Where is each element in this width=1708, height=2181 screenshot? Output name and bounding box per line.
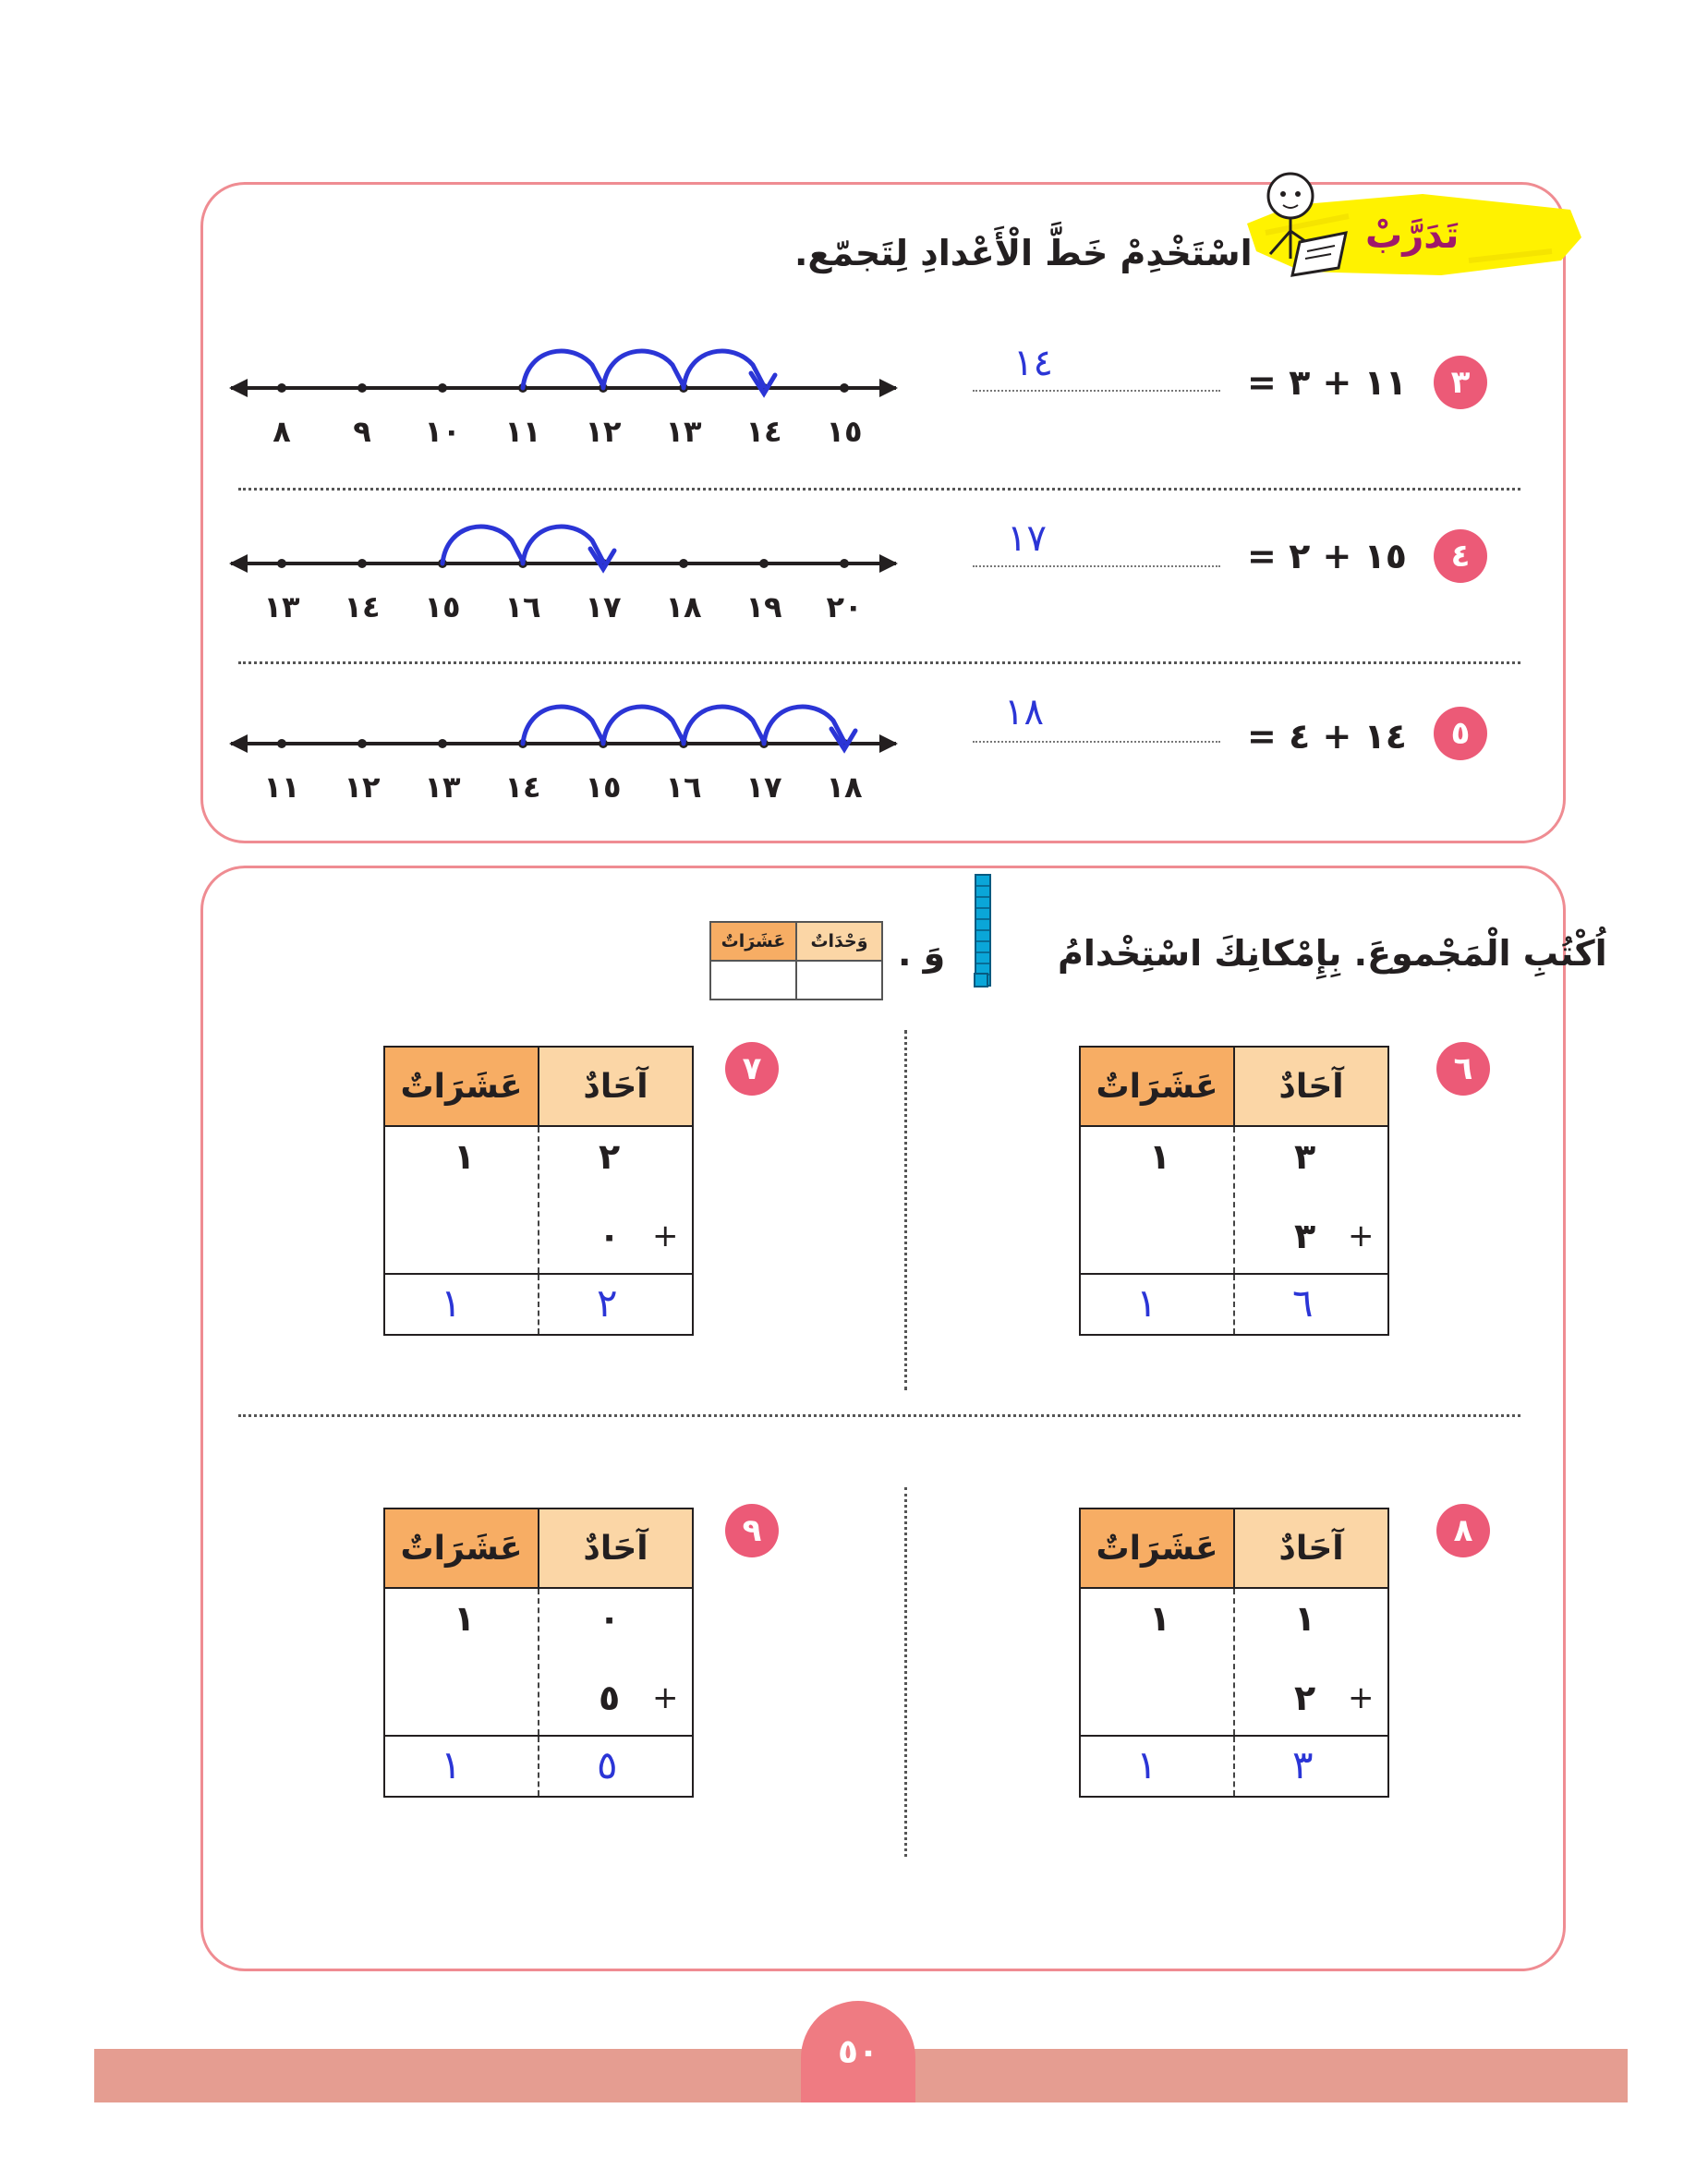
answer-ones-digit: ٢ [597, 1280, 618, 1326]
ones-header: آحَادٌ [1235, 1048, 1387, 1125]
exercise-number: ٩ [725, 1504, 779, 1557]
left-arrow-icon [229, 379, 248, 397]
answer-line [973, 565, 1220, 567]
place-value-table [1079, 1046, 1389, 1336]
dotted-divider [238, 661, 1520, 664]
tick-dot [438, 383, 447, 393]
tick-label: ٨ [273, 414, 291, 449]
tick-label: ١١ [263, 769, 300, 805]
answer-ones-digit: ٣ [1292, 1742, 1314, 1787]
tick-dot [277, 559, 286, 568]
exercise-number: ٨ [1436, 1504, 1490, 1557]
ones-header: آحَادٌ [539, 1048, 692, 1125]
left-arrow-icon [229, 734, 248, 753]
tick-label: ١٥ [826, 414, 863, 449]
exercise-number: ٣ [1434, 356, 1487, 409]
tick-label: ١٥ [424, 589, 461, 624]
jump-arc [603, 351, 684, 388]
place-value-table [383, 1046, 694, 1336]
tick-label: ١٦ [504, 589, 541, 624]
tens-digit: ١ [1149, 1136, 1171, 1177]
number-line [222, 314, 915, 462]
tick-label: ١٧ [585, 589, 622, 624]
handwritten-answer: ١٤ [1013, 342, 1053, 384]
left-arrow-icon [229, 554, 248, 573]
small-tens-header: عَشَرَاتٌ [711, 923, 797, 960]
tick-dot [759, 559, 769, 568]
plus-sign: + [652, 1218, 679, 1254]
tens-header: عَشَرَاتٌ [385, 1048, 539, 1125]
addend-ones-digit: ٣ [1294, 1216, 1316, 1256]
exercise-number: ٤ [1434, 529, 1487, 583]
small-ones-cell [797, 962, 881, 999]
number-line [222, 490, 915, 637]
tick-label: ١٤ [344, 589, 381, 624]
equation: ١٥ + ٢ = [1247, 536, 1407, 576]
answer-ones-digit: ٦ [1292, 1280, 1314, 1326]
addend-ones-digit: ٠ [599, 1216, 621, 1256]
tick-dot [840, 559, 849, 568]
right-arrow-icon [879, 734, 898, 753]
equation: ١٤ + ٤ = [1247, 716, 1407, 757]
unit-cube-icon [973, 972, 989, 988]
tick-dot [277, 383, 286, 393]
handwritten-answer: ١٧ [1007, 517, 1047, 560]
plus-sign: + [652, 1679, 679, 1716]
tick-label: ١٤ [745, 414, 782, 449]
tick-label: ١٣ [263, 589, 300, 624]
ones-digit: ٠ [599, 1598, 621, 1639]
answer-tens-digit: ١ [1136, 1280, 1157, 1326]
jump-arc [684, 351, 764, 388]
tick-dot [357, 559, 367, 568]
small-place-value-table [709, 921, 883, 1000]
number-line [222, 670, 915, 818]
answer-tens-digit: ١ [441, 1742, 462, 1787]
small-ones-header: وَحْدَاتٌ [797, 923, 881, 960]
answer-line [973, 741, 1220, 743]
tens-header: عَشَرَاتٌ [1081, 1509, 1235, 1587]
tick-label: ١٧ [745, 769, 782, 805]
ones-digit: ١ [1294, 1598, 1316, 1639]
tick-label: ١٥ [585, 769, 622, 805]
answer-tens-digit: ١ [1136, 1742, 1157, 1787]
jump-arc [442, 527, 523, 563]
practice-label: تَدَرَّبْ [1365, 214, 1460, 257]
tens-digit: ١ [454, 1136, 476, 1177]
tick-dot [357, 383, 367, 393]
tick-dot [438, 739, 447, 748]
numberline-instruction: اسْتَخْدِمْ خَطَّ الْأَعْدادِ لِتَجمّع. [794, 233, 1253, 273]
dotted-divider [238, 1414, 1520, 1417]
tick-label: ١٩ [745, 589, 782, 624]
small-tens-cell [711, 962, 797, 999]
exercise-number: ٦ [1436, 1042, 1490, 1096]
tens-digit: ١ [454, 1598, 476, 1639]
answer-ones-digit: ٥ [597, 1742, 618, 1787]
tick-label: ١١ [504, 414, 541, 449]
tick-dot [357, 739, 367, 748]
tick-label: ١٣ [665, 414, 702, 449]
dotted-column-divider [904, 1487, 907, 1857]
ones-digit: ٢ [599, 1136, 621, 1177]
handwritten-answer: ١٨ [1004, 691, 1044, 733]
ones-header: آحَادٌ [539, 1509, 692, 1587]
ones-header: آحَادٌ [1235, 1509, 1387, 1587]
jump-arc [523, 527, 603, 563]
place-value-table [383, 1508, 694, 1798]
student-writing-icon [1242, 166, 1353, 286]
plus-sign: + [1348, 1679, 1375, 1716]
sum-instruction-end: وَ . [898, 933, 946, 974]
tens-header: عَشَرَاتٌ [385, 1509, 539, 1587]
exercise-number: ٧ [725, 1042, 779, 1096]
tick-label: ١٣ [424, 769, 461, 805]
tick-dot [679, 559, 688, 568]
right-arrow-icon [879, 554, 898, 573]
equation: ١١ + ٣ = [1247, 362, 1407, 403]
plus-sign: + [1348, 1218, 1375, 1254]
jump-arc [523, 351, 603, 388]
tick-label: ٩ [353, 414, 371, 449]
addend-ones-digit: ٢ [1294, 1678, 1316, 1718]
addition-panel [200, 866, 1566, 1971]
tens-header: عَشَرَاتٌ [1081, 1048, 1235, 1125]
tick-label: ١٠ [424, 414, 461, 449]
sum-instruction: اُكْتُبِ الْمَجْموعَ. بِإِمْكانِكَ اسْتِخْدامُ [1058, 933, 1607, 974]
tick-label: ١٨ [826, 769, 863, 805]
answer-tens-digit: ١ [441, 1280, 462, 1326]
tick-label: ١٦ [665, 769, 702, 805]
place-value-table [1079, 1508, 1389, 1798]
tick-label: ١٢ [585, 414, 622, 449]
addend-ones-digit: ٥ [599, 1678, 621, 1718]
jump-arc [523, 707, 603, 744]
jump-arc [764, 707, 844, 744]
tick-dot [277, 739, 286, 748]
ones-digit: ٣ [1294, 1136, 1316, 1177]
right-arrow-icon [879, 379, 898, 397]
tick-label: ١٢ [344, 769, 381, 805]
tick-label: ١٤ [504, 769, 541, 805]
jump-arc [603, 707, 684, 744]
answer-line [973, 390, 1220, 392]
tick-label: ١٨ [665, 589, 702, 624]
jump-arc [684, 707, 764, 744]
tick-label: ٢٠ [826, 589, 863, 624]
tens-digit: ١ [1149, 1598, 1171, 1639]
exercise-number: ٥ [1434, 707, 1487, 760]
tick-dot [840, 383, 849, 393]
page-number: ٥٠ [801, 2001, 915, 2102]
dotted-column-divider [904, 1030, 907, 1390]
